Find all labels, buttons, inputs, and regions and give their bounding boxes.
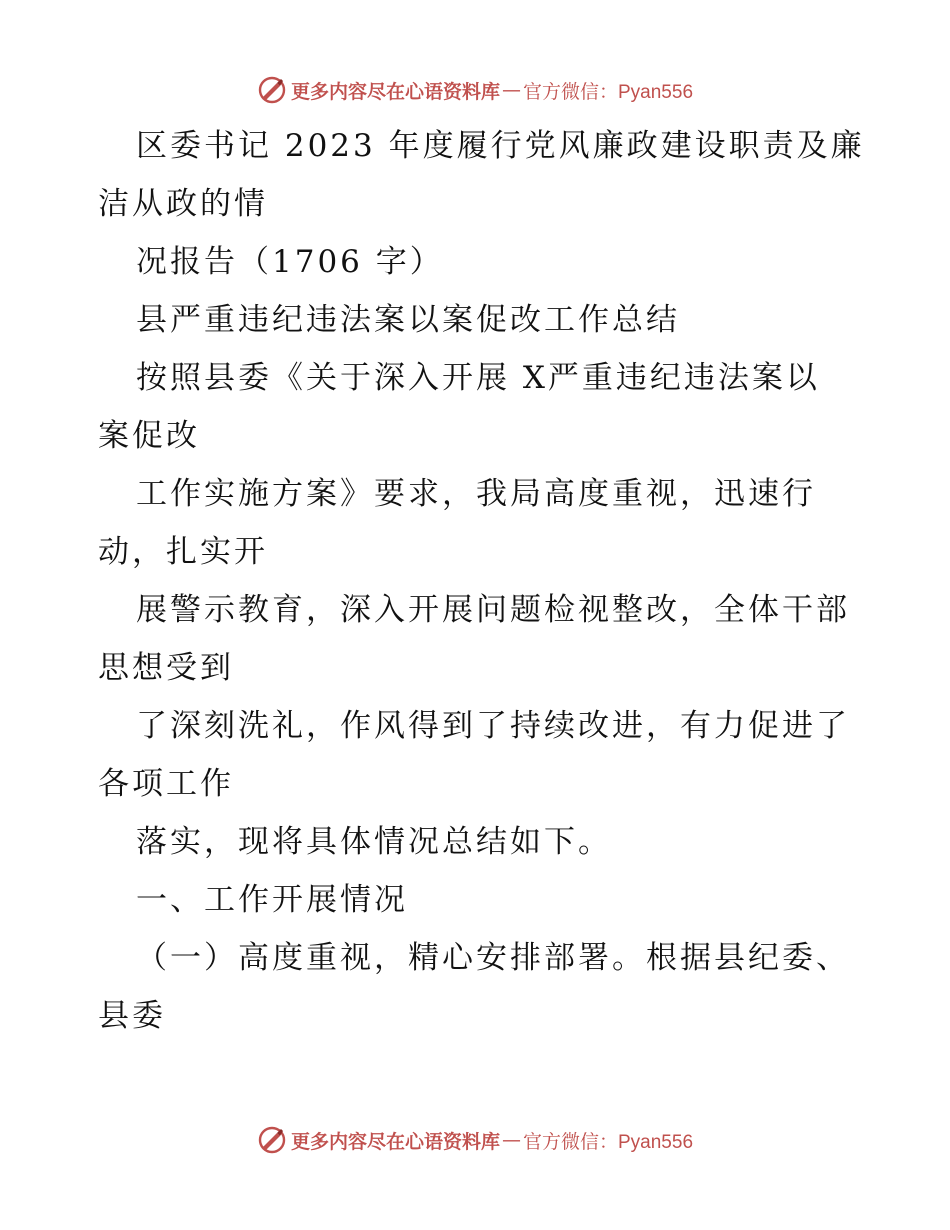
pen-logo-icon xyxy=(257,75,287,105)
footer-banner-dash: — xyxy=(502,1129,521,1151)
text-line: 县严重违纪违法案以案促改工作总结 xyxy=(136,302,680,338)
text-line: 落实，现将具体情况总结如下。 xyxy=(136,824,612,860)
text-line: 思想受到 xyxy=(98,650,234,686)
header-banner-account: 官方微信：Pyan556 xyxy=(523,81,694,103)
text-line: 动，扎实开 xyxy=(98,534,268,570)
header-banner-text: 更多内容尽在心语资料库 xyxy=(290,80,500,103)
text-line: 了深刻洗礼，作风得到了持续改进，有力促进了 xyxy=(136,708,850,744)
footer-banner-account: 官方微信：Pyan556 xyxy=(523,1131,694,1153)
text-line: 工作实施方案》要求，我局高度重视，迅速行 xyxy=(136,476,816,512)
header-banner-dash: — xyxy=(502,79,521,101)
section-heading: 一、工作开展情况 xyxy=(136,882,408,918)
footer-banner-text: 更多内容尽在心语资料库 xyxy=(290,1130,500,1153)
document-body xyxy=(98,117,865,1045)
text-line: 各项工作 xyxy=(98,766,234,802)
text-line: 县委 xyxy=(98,998,166,1034)
footer-banner xyxy=(0,1122,950,1158)
text-line: 按照县委《关于深入开展 X严重违纪违法案以 xyxy=(136,360,820,396)
text-line: 展警示教育，深入开展问题检视整改，全体干部 xyxy=(136,592,850,628)
text-line: 洁从政的情 xyxy=(98,186,268,222)
header-banner xyxy=(0,72,950,108)
text-line: 况报告（1706 字） xyxy=(136,244,444,280)
text-line: 案促改 xyxy=(98,418,200,454)
text-line: 区委书记 2023 年度履行党风廉政建设职责及廉 xyxy=(136,128,865,164)
text-line: （一）高度重视，精心安排部署。根据县纪委、 xyxy=(136,940,850,976)
pen-logo-icon xyxy=(257,1125,287,1155)
